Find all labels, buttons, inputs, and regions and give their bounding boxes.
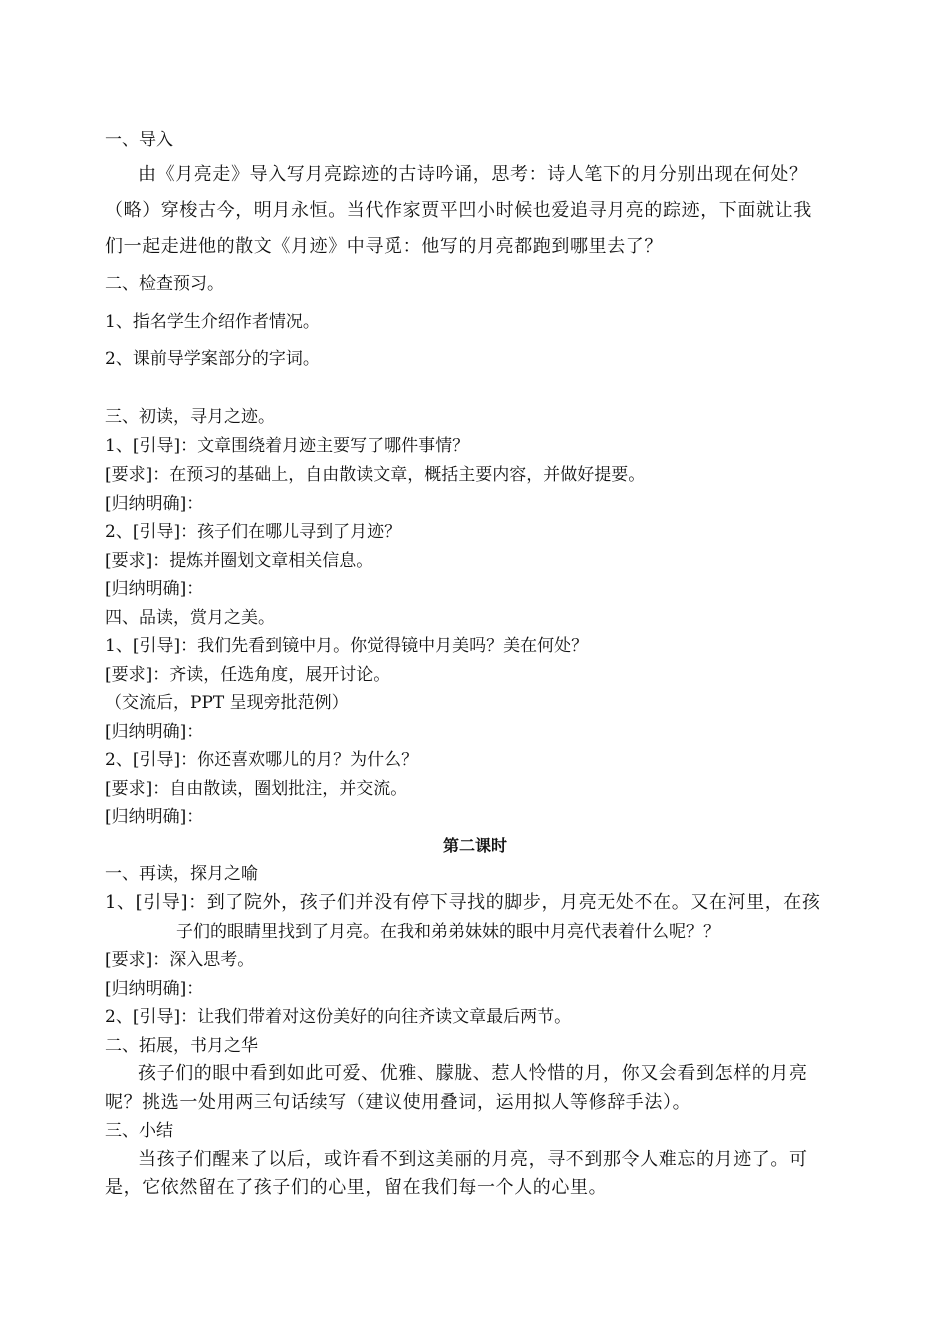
requirement-line: [要求]：深入思考。 xyxy=(105,950,255,970)
summary-line: [归纳明确]： xyxy=(105,722,204,742)
list-item-continuation: 子们的眼睛里找到了月亮。在我和弟弟妹妹的眼中月亮代表着什么呢？？ xyxy=(176,922,720,942)
section-heading-summary: 三、小结 xyxy=(105,1121,173,1141)
requirement-line: [要求]：在预习的基础上，自由散读文章，概括主要内容，并做好提要。 xyxy=(105,465,646,485)
list-item: 1、[引导]：我们先看到镜中月。你觉得镜中月美吗？美在何处？ xyxy=(105,636,589,656)
list-item: 1、[引导]：到了院外，孩子们并没有停下寻找的脚步，月亮无处不在。又在河里，在孩 xyxy=(105,892,821,913)
section-heading-first-reading: 三、初读，寻月之迹。 xyxy=(105,407,275,427)
requirement-line: [要求]：自由散读，圈划批注，并交流。 xyxy=(105,779,408,799)
paragraph-line: 当孩子们醒来了以后，或许看不到这美丽的月亮，寻不到那令人难忘的月迹了。可 xyxy=(138,1149,808,1170)
section-heading-intro: 一、导入 xyxy=(105,130,173,150)
section-heading-preview: 二、检查预习。 xyxy=(105,274,224,294)
paragraph-line: 孩子们的眼中看到如此可爱、优雅、朦胧、惹人怜惜的月，你又会看到怎样的月亮 xyxy=(138,1063,808,1084)
paragraph-line: 是，它依然留在了孩子们的心里，留在我们每一个人的心里。 xyxy=(105,1177,608,1198)
list-item: 1、[引导]：文章围绕着月迹主要写了哪件事情？ xyxy=(105,436,470,456)
list-item: 2、课前导学案部分的字词。 xyxy=(105,349,320,369)
summary-line: [归纳明确]： xyxy=(105,494,204,514)
list-item: 2、[引导]：让我们带着对这份美好的向往齐读文章最后两节。 xyxy=(105,1007,572,1027)
summary-line: [归纳明确]： xyxy=(105,979,204,999)
section-heading-extension: 二、拓展，书月之华 xyxy=(105,1036,258,1056)
section-heading-appreciation: 四、品读，赏月之美。 xyxy=(105,608,275,628)
paragraph-line: 呢？挑选一处用两三句话续写（建议使用叠词，运用拟人等修辞手法）。 xyxy=(105,1092,692,1113)
list-item: 1、指名学生介绍作者情况。 xyxy=(105,312,320,332)
summary-line: [归纳明确]： xyxy=(105,807,204,827)
requirement-line: [要求]：提炼并圈划文章相关信息。 xyxy=(105,551,374,571)
lesson-title: 第二课时 xyxy=(442,836,507,855)
summary-line: [归纳明确]： xyxy=(105,579,204,599)
paragraph-line: 由《月亮走》导入写月亮踪迹的古诗吟诵，思考：诗人笔下的月分别出现在何处？ xyxy=(138,164,808,185)
requirement-line: [要求]：齐读，任选角度，展开讨论。 xyxy=(105,665,391,685)
paragraph-line: （略）穿梭古今，明月永恒。当代作家贾平凹小时候也爱追寻月亮的踪迹，下面就让我 xyxy=(105,200,812,221)
paragraph-line: 们一起走进他的散文《月迹》中寻觅：他写的月亮都跑到哪里去了？ xyxy=(105,236,663,257)
note-line: （交流后，PPT 呈现旁批范例） xyxy=(105,693,349,713)
list-item: 2、[引导]：你还喜欢哪儿的月？为什么？ xyxy=(105,750,419,770)
section-heading-metaphor: 一、再读，探月之喻 xyxy=(105,864,258,884)
list-item: 2、[引导]：孩子们在哪儿寻到了月迹？ xyxy=(105,522,402,542)
